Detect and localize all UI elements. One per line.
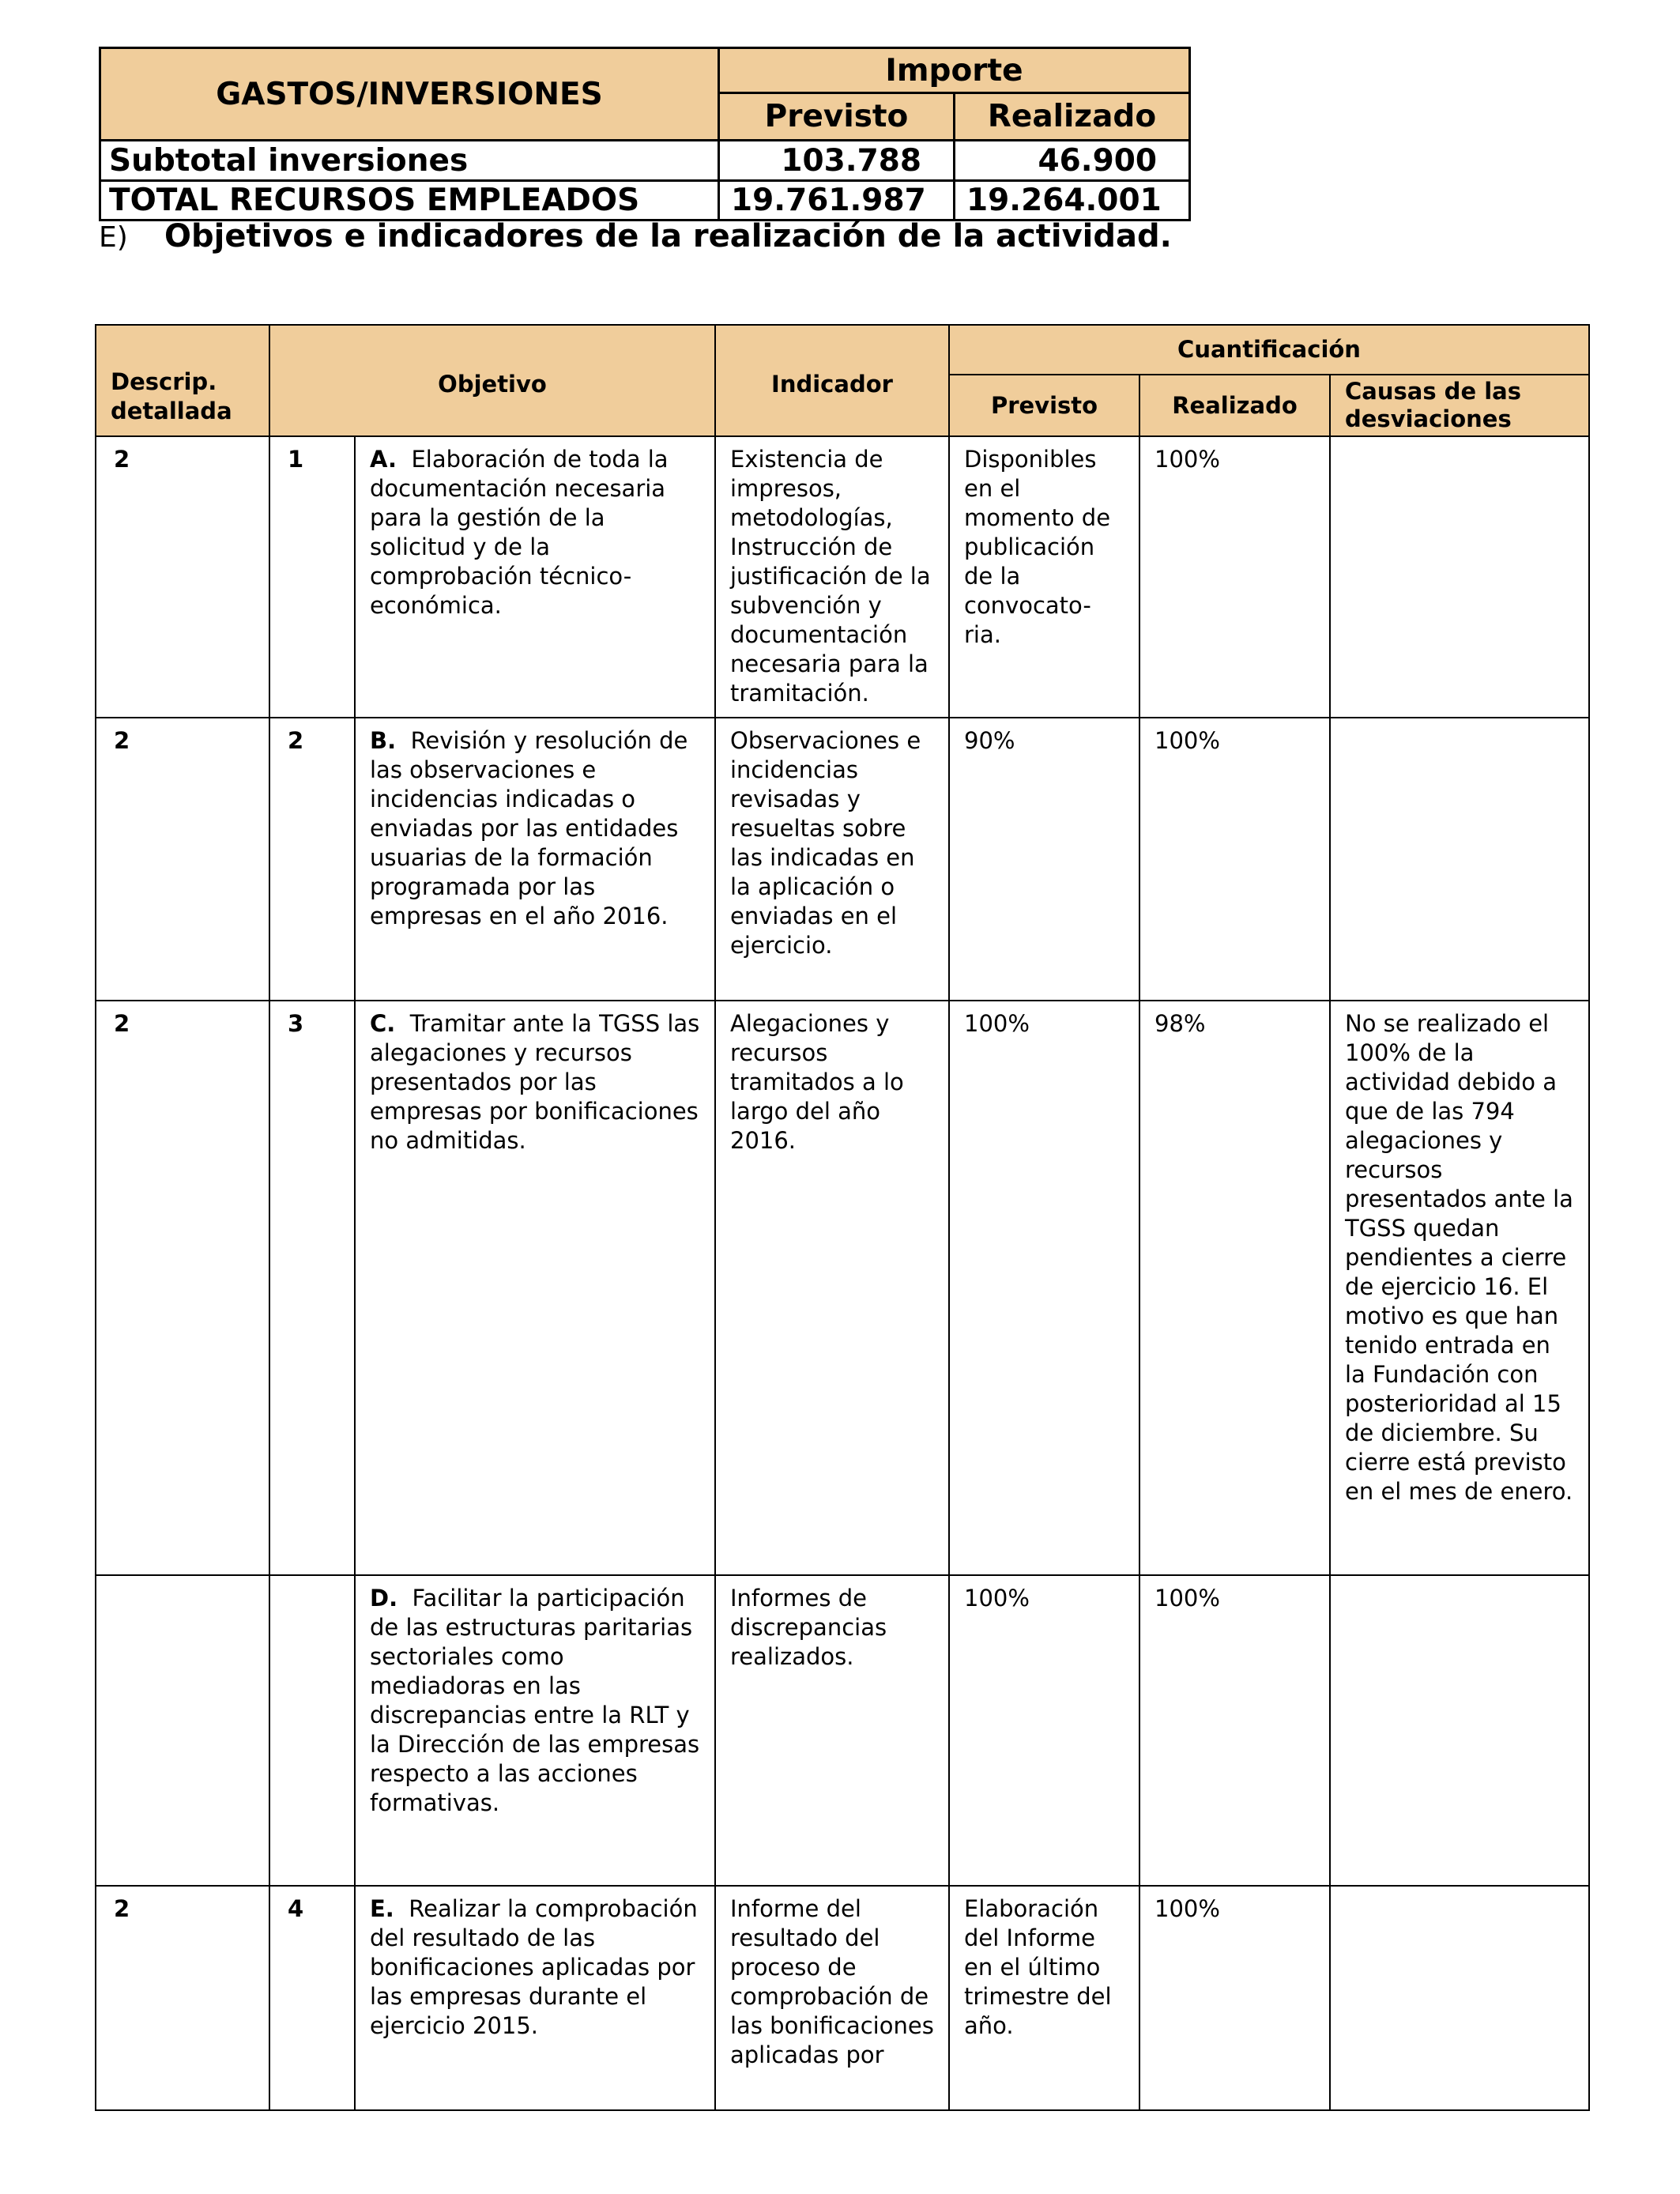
table-row xyxy=(100,181,1190,221)
header-realizado: Realizado xyxy=(1139,375,1330,436)
causas-cell xyxy=(1330,1886,1589,2110)
objetivo-cell xyxy=(355,1886,715,2110)
realizado-cell: 100% xyxy=(1139,1886,1330,2110)
realizado-cell: 100% xyxy=(1139,1575,1330,1886)
num-cell: 4 xyxy=(269,1886,355,2110)
causas-cell xyxy=(1330,436,1589,718)
header-previsto: Previsto xyxy=(719,93,955,141)
header-indicador: Indicador xyxy=(715,325,949,436)
table-row xyxy=(96,1001,1589,1575)
table-row xyxy=(96,1575,1589,1886)
descrip-cell: 2 xyxy=(96,718,269,1001)
descrip-cell: 2 xyxy=(96,1886,269,2110)
header-importe: Importe xyxy=(719,48,1190,93)
table-row xyxy=(96,436,1589,718)
indicador-cell: Informes de discrepancias realizados. xyxy=(715,1575,949,1886)
previsto-cell: Disponibles en el momento de publicación de la convocato-ria. xyxy=(949,436,1139,718)
num-cell: 3 xyxy=(269,1001,355,1575)
descrip-cell: 2 xyxy=(96,1001,269,1575)
descrip-cell: 2 xyxy=(96,436,269,718)
num-cell: 1 xyxy=(269,436,355,718)
indicador-cell: Alegaciones y recursos tramitados a lo largo del año 2016. xyxy=(715,1001,949,1575)
causas-cell xyxy=(1330,1575,1589,1886)
objetivo-letter: A. xyxy=(370,446,397,473)
objetivo-letter: B. xyxy=(370,727,397,754)
objetivo-cell xyxy=(355,718,715,1001)
objetivo-letter: C. xyxy=(370,1010,396,1037)
objetivo-letter: D. xyxy=(370,1585,398,1612)
descrip-cell xyxy=(96,1575,269,1886)
objetivo-text: Revisión y resolución de las observaciones e incidencias indicadas o enviadas por las entidades usuarias de la formación programada por las empresas en el año 2016. xyxy=(370,727,688,929)
objetivo-text: Facilitar la participación de las estructuras paritarias sectoriales como mediadoras en las discrepancias entre la RLT y la Dirección de las empresas respecto a las acciones formativas. xyxy=(370,1585,700,1816)
objetivo-text: Elaboración de toda la documentación necesaria para la gestión de la solicitud y de la comprobación técnico-económica. xyxy=(370,446,669,619)
gastos-inversiones-table xyxy=(99,47,1191,221)
header-causas: Causas de las desviaciones xyxy=(1330,375,1589,436)
header-cuantificacion: Cuantificación xyxy=(949,325,1589,375)
row-previsto: 103.788 xyxy=(719,141,955,181)
header-objetivo: Objetivo xyxy=(269,325,715,436)
objetivo-cell xyxy=(355,1575,715,1886)
previsto-cell: 100% xyxy=(949,1575,1139,1886)
causas-cell xyxy=(1330,718,1589,1001)
table-row xyxy=(96,718,1589,1001)
section-letter: E) xyxy=(99,221,128,254)
objetivo-cell xyxy=(355,436,715,718)
header-descrip: Descrip. detallada xyxy=(96,325,269,436)
previsto-cell: 90% xyxy=(949,718,1139,1001)
header-gastos-inversiones: GASTOS/INVERSIONES xyxy=(100,48,719,141)
objetivo-letter: E. xyxy=(370,1895,394,1922)
row-label: Subtotal inversiones xyxy=(100,141,719,181)
previsto-cell: Elaboración del Informe en el último trimestre del año. xyxy=(949,1886,1139,2110)
row-label: TOTAL RECURSOS EMPLEADOS xyxy=(100,181,719,221)
indicador-cell: Informe del resultado del proceso de comprobación de las bonificaciones aplicadas por xyxy=(715,1886,949,2110)
row-previsto: 19.761.987 xyxy=(719,181,955,221)
header-previsto: Previsto xyxy=(949,375,1139,436)
realizado-cell: 100% xyxy=(1139,718,1330,1001)
previsto-cell: 100% xyxy=(949,1001,1139,1575)
realizado-cell: 98% xyxy=(1139,1001,1330,1575)
section-title: Objetivos e indicadores de la realización de la actividad. xyxy=(164,218,1172,254)
table-row xyxy=(100,141,1190,181)
table-row xyxy=(96,1886,1589,2110)
section-heading xyxy=(99,218,1172,254)
realizado-cell: 100% xyxy=(1139,436,1330,718)
row-realizado: 46.900 xyxy=(955,141,1190,181)
row-realizado: 19.264.001 xyxy=(955,181,1190,221)
objetivo-text: Tramitar ante la TGSS las alegaciones y recursos presentados por las empresas por bonificaciones no admitidas. xyxy=(370,1010,700,1154)
objetivo-text: Realizar la comprobación del resultado de las bonificaciones aplicadas por las empresas durante el ejercicio 2015. xyxy=(370,1895,698,2039)
num-cell: 2 xyxy=(269,718,355,1001)
objetivo-cell xyxy=(355,1001,715,1575)
num-cell xyxy=(269,1575,355,1886)
indicador-cell: Existencia de impresos, metodologías, Instrucción de justificación de la subvención y documentación necesaria para la tramitación. xyxy=(715,436,949,718)
objetivos-table xyxy=(95,324,1590,2111)
header-realizado: Realizado xyxy=(955,93,1190,141)
indicador-cell: Observaciones e incidencias revisadas y resueltas sobre las indicadas en la aplicación o enviadas en el ejercicio. xyxy=(715,718,949,1001)
causas-cell: No se realizado el 100% de la actividad debido a que de las 794 alegaciones y recursos presentados ante la TGSS quedan pendientes a cierre de ejercicio 16. El motivo es que han tenido entrada en la Fundación con posterioridad al 15 de diciembre. Su cierre está previsto en el mes de enero. xyxy=(1330,1001,1589,1575)
